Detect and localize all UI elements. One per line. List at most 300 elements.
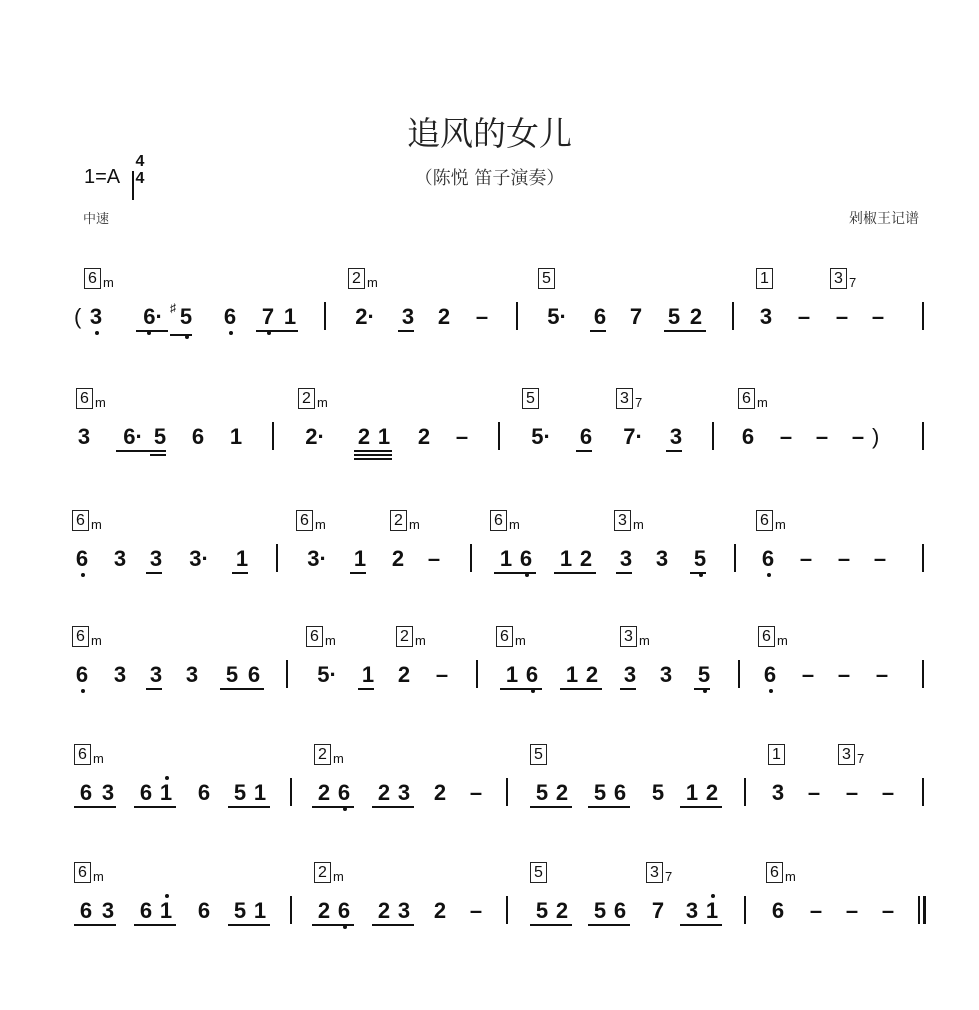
note: 6· [138,304,168,330]
chord-root: 6 [74,862,91,883]
note: 3 [655,546,669,571]
sustain-dash: – [875,662,889,687]
chord-root: 6 [84,268,101,289]
bar-line [506,896,508,924]
time-signature [132,153,148,187]
note: 2 [579,546,593,571]
note: 2 [433,780,447,805]
note: 5 [593,898,607,923]
note: 5 [225,662,239,687]
bar-line [922,544,924,572]
note: 2 [317,780,331,805]
note: 6 [334,898,354,924]
page-title: 追风的女儿 [407,114,572,153]
rhythm-underline [312,806,354,808]
bar-line [712,422,714,450]
chord-quality: m [777,633,788,648]
note: 1 [685,780,699,805]
note: 6 [741,424,755,449]
sustain-dash: – [809,898,823,923]
note: 6 [247,662,261,687]
note: 6 [760,662,780,688]
low-octave-dot [767,573,771,577]
note: 3 [659,662,673,687]
chord-root: 6 [756,510,773,531]
chord-quality: m [325,633,336,648]
note: 2 [689,304,703,329]
note: 6 [593,304,607,329]
bar-line [498,422,500,450]
note: 3 [149,546,163,571]
note: 1 [229,424,243,449]
note: 6 [758,546,778,572]
chord-symbol [396,626,426,647]
note: 6 [79,898,93,923]
note: 6 [771,898,785,923]
note: 2· [305,424,325,449]
note: 1 [283,304,297,329]
chord-symbol [616,388,642,409]
note: 2 [437,304,451,329]
high-octave-dot [165,776,169,780]
chord-root: 6 [72,626,89,647]
note: 6 [139,898,153,923]
note: 2 [555,898,569,923]
chord-root: 5 [530,862,547,883]
sustain-dash: – [799,546,813,571]
note: 5 [690,546,710,572]
chord-quality: 7 [857,751,865,766]
note: 3 [685,898,699,923]
note: 6 [72,662,92,688]
sustain-dash: – [427,546,441,571]
note: 2 [585,662,599,687]
chord-quality: m [91,633,102,648]
chord-root: 6 [758,626,775,647]
rhythm-underline [616,572,632,574]
sustain-dash: – [837,546,851,571]
rhythm-underline [228,806,270,808]
bar-line [290,896,292,924]
chord-root: 2 [348,268,365,289]
note: 6 [191,424,205,449]
chord-quality: m [91,517,102,532]
repeat-close-paren: ) [872,424,880,449]
note: 2 [317,898,331,923]
note: 7 [258,304,278,330]
chord-root: 3 [614,510,631,531]
bar-line [276,544,278,572]
note: 3 [669,424,683,449]
chord-quality: m [509,517,520,532]
note: 1 [235,546,249,571]
chord-root: 6 [766,862,783,883]
note: 5 [233,898,247,923]
rhythm-underline [354,450,392,452]
sustain-dash: – [455,424,469,449]
chord-quality: 7 [635,395,643,410]
sustain-dash: – [779,424,793,449]
rhythm-underline [500,688,542,690]
sustain-dash: – [845,898,859,923]
chord-symbol [76,388,106,409]
chord-quality: m [785,869,796,884]
subtitle: （陈悦 笛子演奏） [414,168,565,189]
sustain-dash: – [845,780,859,805]
note: 6 [579,424,593,449]
chord-root: 6 [76,388,93,409]
note: 2 [357,424,371,449]
note: 3· [307,546,327,571]
rhythm-underline [256,330,298,332]
note: 5 [593,780,607,805]
chord-root: 3 [830,268,847,289]
note: 5 [535,780,549,805]
chord-symbol [646,862,672,883]
chord-quality: 7 [849,275,857,290]
note: 6 [197,898,211,923]
rhythm-underline [588,806,630,808]
chord-symbol [496,626,526,647]
chord-symbol [490,510,520,531]
chord-quality: m [757,395,768,410]
sustain-dash: – [835,304,849,329]
note: 6 [522,662,542,688]
chord-symbol [756,510,786,531]
rhythm-underline [146,688,162,690]
chord-symbol [838,744,864,765]
chord-root: 2 [396,626,413,647]
chord-quality: m [633,517,644,532]
note: 1 [353,546,367,571]
note: 3 [619,546,633,571]
chord-root: 6 [496,626,513,647]
key-signature: 1=A [84,166,121,188]
note: 3 [101,780,115,805]
chord-symbol [74,744,104,765]
bar-line [922,660,924,688]
note: 2 [397,662,411,687]
chord-root: 6 [72,510,89,531]
chord-symbol [738,388,768,409]
rhythm-underline [372,924,414,926]
chord-quality: m [93,751,104,766]
rhythm-underline [494,572,536,574]
transcriber-credit: 剁椒王记谱 [849,211,919,227]
note: 7 [629,304,643,329]
chord-quality: m [775,517,786,532]
chord-quality: m [103,275,114,290]
chord-root: 6 [306,626,323,647]
rhythm-underline [116,450,166,452]
sustain-dash: – [807,780,821,805]
bar-line [922,302,924,330]
rhythm-underline [232,572,248,574]
chord-root: 1 [768,744,785,765]
chord-symbol [296,510,326,531]
note: 7 [651,898,665,923]
rhythm-underline [146,572,162,574]
score-system [0,388,979,488]
note: 2 [377,898,391,923]
note: 5· [547,304,567,329]
rhythm-underline [664,330,706,332]
note: 6 [516,546,536,572]
note: 1 [377,424,391,449]
chord-root: 6 [74,744,91,765]
rhythm-underline [358,688,374,690]
score-system [0,862,979,962]
chord-root: 5 [538,268,555,289]
note: 5 [667,304,681,329]
sustain-dash: – [851,424,865,449]
repeat-open-paren: ( [74,304,82,329]
low-octave-dot [95,331,99,335]
note: 3 [759,304,773,329]
chord-symbol [756,268,773,289]
note: 5 [651,780,665,805]
bar-line [476,660,478,688]
sustain-dash: – [815,424,829,449]
chord-symbol [314,744,344,765]
note: 2 [417,424,431,449]
rhythm-underline [530,924,572,926]
note: 1 [499,546,513,571]
chord-quality: m [409,517,420,532]
note: 3 [113,662,127,687]
rhythm-underline [354,458,392,460]
rhythm-underline [170,334,192,336]
chord-symbol [530,862,547,883]
rhythm-underline [134,924,176,926]
chord-root: 3 [616,388,633,409]
rhythm-underline [690,572,706,574]
tempo-marking: 中速 [83,212,110,227]
rhythm-underline [560,688,602,690]
note: 1 [156,898,176,924]
chord-quality: m [333,869,344,884]
note: 1 [253,898,267,923]
bar-line [324,302,326,330]
chord-symbol [758,626,788,647]
note: 6 [72,546,92,572]
rhythm-underline [554,572,596,574]
low-octave-dot [229,331,233,335]
note: 1 [505,662,519,687]
note: 3 [401,304,415,329]
time-signature-top: 4 [135,153,145,170]
chord-quality: m [415,633,426,648]
note: 1 [361,662,375,687]
note: 3 [77,424,91,449]
chord-quality: m [93,869,104,884]
note: 3 [113,546,127,571]
sustain-dash: – [873,546,887,571]
chord-quality: 7 [665,869,673,884]
note: 6 [334,780,354,806]
note: 2 [391,546,405,571]
chord-symbol [84,268,114,289]
note: 2· [355,304,375,329]
chord-root: 3 [646,862,663,883]
sustain-dash: – [469,898,483,923]
note: 3 [397,780,411,805]
rhythm-underline [350,572,366,574]
chord-root: 2 [314,862,331,883]
note: 2 [705,780,719,805]
note: 2 [433,898,447,923]
chord-quality: m [317,395,328,410]
rhythm-underline [134,806,176,808]
sustain-dash: – [881,898,895,923]
rhythm-underline [694,688,710,690]
note: 5 ♯ [176,304,196,330]
rhythm-underline [354,454,392,456]
note: 6 [197,780,211,805]
rhythm-underline [136,330,168,332]
note: 5 [535,898,549,923]
high-octave-dot [711,894,715,898]
bar-line [744,778,746,806]
sustain-dash: – [475,304,489,329]
rhythm-underline [588,924,630,926]
rhythm-underline [220,688,264,690]
chord-symbol [348,268,378,289]
sustain-dash: – [435,662,449,687]
chord-symbol [766,862,796,883]
sustain-dash: – [871,304,885,329]
bar-line [272,422,274,450]
sustain-dash: – [469,780,483,805]
note: 3 [397,898,411,923]
note: 3 [149,662,163,687]
low-octave-dot [769,689,773,693]
note: 5 [233,780,247,805]
bar-line [470,544,472,572]
chord-symbol [314,862,344,883]
rhythm-underline [680,806,722,808]
note: 3 [185,662,199,687]
note: 3 [623,662,637,687]
note: 6 [79,780,93,805]
chord-quality: m [639,633,650,648]
bar-line [516,302,518,330]
chord-quality: m [95,395,106,410]
final-bar-line-thin [918,896,920,924]
high-octave-dot [165,894,169,898]
chord-root: 1 [756,268,773,289]
bar-line [922,778,924,806]
note: 7· [623,424,643,449]
sustain-dash: – [881,780,895,805]
bar-line [290,778,292,806]
note: 1 [559,546,573,571]
chord-symbol [830,268,856,289]
chord-symbol [72,626,102,647]
rhythm-underline [150,454,166,456]
rhythm-underline [398,330,414,332]
chord-root: 6 [296,510,313,531]
chord-quality: m [367,275,378,290]
note: 3 [86,304,106,330]
rhythm-underline [372,806,414,808]
chord-quality: m [515,633,526,648]
chord-root: 6 [738,388,755,409]
note: 5· [317,662,337,687]
note: 1 [702,898,722,924]
chord-root: 3 [620,626,637,647]
chord-root: 5 [522,388,539,409]
chord-symbol [614,510,644,531]
note: 6 [139,780,153,805]
chord-symbol [530,744,547,765]
sharp-sign: ♯ [170,301,176,315]
chord-symbol [538,268,555,289]
score-system [0,268,979,368]
low-octave-dot [81,689,85,693]
time-signature-bottom: 4 [135,170,145,187]
chord-root: 6 [490,510,507,531]
note: 6· [123,424,143,449]
note: 2 [555,780,569,805]
bar-line [922,422,924,450]
chord-root: 3 [838,744,855,765]
note: 3 [101,898,115,923]
bar-line [506,778,508,806]
bar-line [744,896,746,924]
note: 6 [220,304,240,330]
score-system [0,744,979,844]
chord-symbol [72,510,102,531]
final-bar-line-thick [923,896,926,924]
chord-symbol [298,388,328,409]
sustain-dash: – [801,662,815,687]
note: 6 [613,780,627,805]
rhythm-underline [312,924,354,926]
rhythm-underline [590,330,606,332]
sustain-dash: – [837,662,851,687]
rhythm-underline [576,450,592,452]
chord-symbol [522,388,539,409]
chord-root: 2 [314,744,331,765]
chord-root: 2 [390,510,407,531]
note: 6 [613,898,627,923]
note: 3· [189,546,209,571]
chord-quality: m [315,517,326,532]
rhythm-underline [666,450,682,452]
note: 5· [531,424,551,449]
bar-line [286,660,288,688]
bar-line [732,302,734,330]
chord-quality: m [333,751,344,766]
bar-line [738,660,740,688]
bar-line [734,544,736,572]
rhythm-underline [228,924,270,926]
chord-root: 2 [298,388,315,409]
score-system [0,510,979,610]
note: 2 [377,780,391,805]
rhythm-underline [74,806,116,808]
note: 5 [153,424,167,449]
note: 3 [771,780,785,805]
note: 1 [565,662,579,687]
rhythm-underline [620,688,636,690]
rhythm-underline [74,924,116,926]
score-system [0,626,979,726]
note: 1 [156,780,176,806]
chord-symbol [620,626,650,647]
chord-symbol [74,862,104,883]
